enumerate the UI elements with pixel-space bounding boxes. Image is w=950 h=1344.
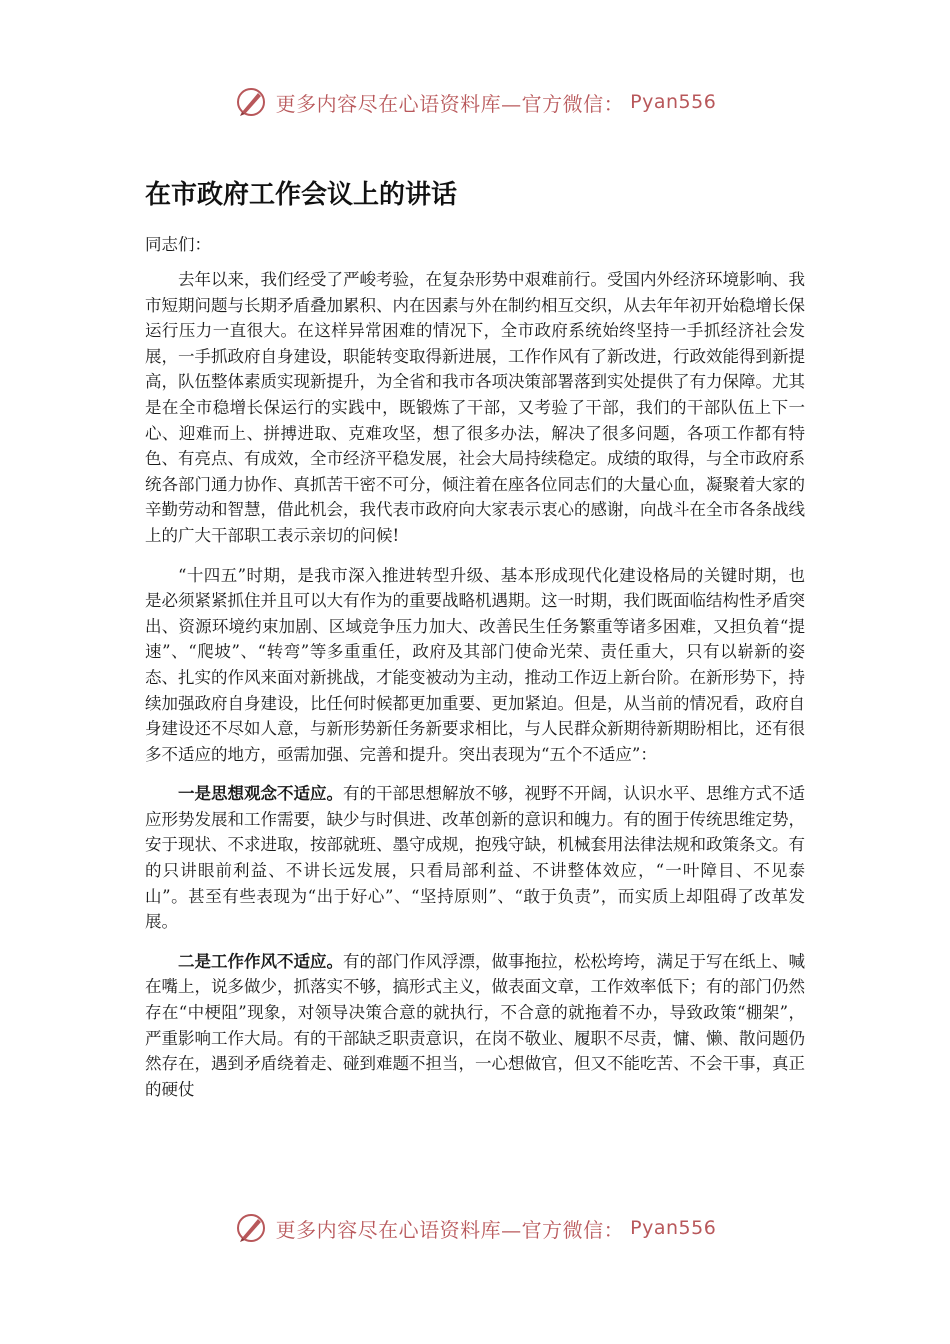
paragraph-text: 去年以来，我们经受了严峻考验，在复杂形势中艰难前行。受国内外经济环境影响、我市短期问题与长期矛盾叠加累积、内在因素与外在制约相互交织，从去年年初开始稳增长保运行压力一直很大。在这样异常困难的情况下，全市政府系统始终坚持一手抓经济社会发展，一手抓政府自身建设，职能转变取得新进展，工作作风有了新改进，行政效能得到新提高，队伍整体素质实现新提升，为全省和我市各项决策部署落到实处提供了有力保障。尤其是在全市稳增长保运行的实践中，既锻炼了干部，又考验了干部，我们的干部队伍上下一心、迎难而上、拼搏进取、克难攻坚，想了很多办法，解决了很多问题，各项工作都有特色、有亮点、有成效，全市经济平稳发展，社会大局持续稳定。成绩的取得，与全市政府系统各部门通力协作、真抓苦干密不可分，倾注着在座各位同志们的大量心血，凝聚着大家的辛勤劳动和智慧，借此机会，我代表市政府向大家表示衷心的感谢，向战斗在全市各条战线上的广大干部职工表示亲切的问候! (145, 270, 805, 545)
watermark-header (0, 82, 950, 122)
pen-logo-icon (234, 1211, 268, 1245)
document-title: 在市政府工作会议上的讲话 (145, 180, 458, 210)
paragraph (145, 949, 805, 1103)
document-body (145, 172, 805, 1116)
watermark-id: Pyan556 (630, 91, 717, 113)
paragraph-text: “十四五”时期，是我市深入推进转型升级、基本形成现代化建设格局的关键时期，也是必须紧紧抓住并且可以大有作为的重要战略机遇期。这一时期，我们既面临结构性矛盾突出、资源环境约束加剧、区域竞争压力加大、改善民生任务繁重等诸多困难，又担负着“提速”、“爬坡”、“转弯”等多重重任，政府及其部门使命光荣、责任重大，只有以崭新的姿态、扎实的作风来面对新挑战，才能变被动为主动，推动工作迈上新台阶。在新形势下，持续加强政府自身建设，比任何时候都更加重要、更加紧迫。但是，从当前的情况看，政府自身建设还不尽如人意，与新形势新任务新要求相比，与人民群众新期待新期盼相比，还有很多不适应的地方，亟需加强、完善和提升。突出表现为“五个不适应”： (145, 565, 805, 764)
paragraph (145, 563, 805, 768)
watermark-text: 更多内容尽在心语资料库—官方微信： (275, 1217, 625, 1242)
paragraph-lead: 一是思想观念不适应。 (178, 784, 343, 804)
watermark-text: 更多内容尽在心语资料库—官方微信： (275, 91, 625, 116)
paragraph-text: 有的干部思想解放不够，视野不开阔，认识水平、思维方式不适应形势发展和工作需要，缺少与时俱进、改革创新的意识和魄力。有的囿于传统思维定势，安于现状、不求进取，按部就班、墨守成规，抱残守缺，机械套用法律法规和政策条文。有的只讲眼前利益、不讲长远发展，只看局部利益、不讲整体效应，“一叶障目、不见泰山”。甚至有些表现为“出于好心”、“坚持原则”、“敢于负责”，而实质上却阻碍了改革发展。 (145, 784, 805, 932)
paragraph-text: 有的部门作风浮漂，做事拖拉，松松垮垮，满足于写在纸上、喊在嘴上，说多做少，抓落实不够，搞形式主义，做表面文章，工作效率低下；有的部门仍然存在“中梗阻”现象，对领导决策合意的就执行，不合意的就拖着不办，导致政策“棚架”，严重影响工作大局。有的干部缺乏职责意识，在岗不敬业、履职不尽责，慵、懒、散问题仍然存在，遇到矛盾绕着走、碰到难题不担当，一心想做官，但又不能吃苦、不会干事，真正的硬仗 (145, 951, 805, 1099)
greeting: 同志们： (145, 235, 211, 254)
paragraph (145, 267, 805, 549)
watermark-footer (0, 1208, 950, 1248)
pen-logo-icon (234, 85, 268, 119)
paragraph (145, 781, 805, 935)
paragraph-lead: 二是工作作风不适应。 (178, 951, 343, 971)
watermark-id: Pyan556 (630, 1217, 717, 1239)
